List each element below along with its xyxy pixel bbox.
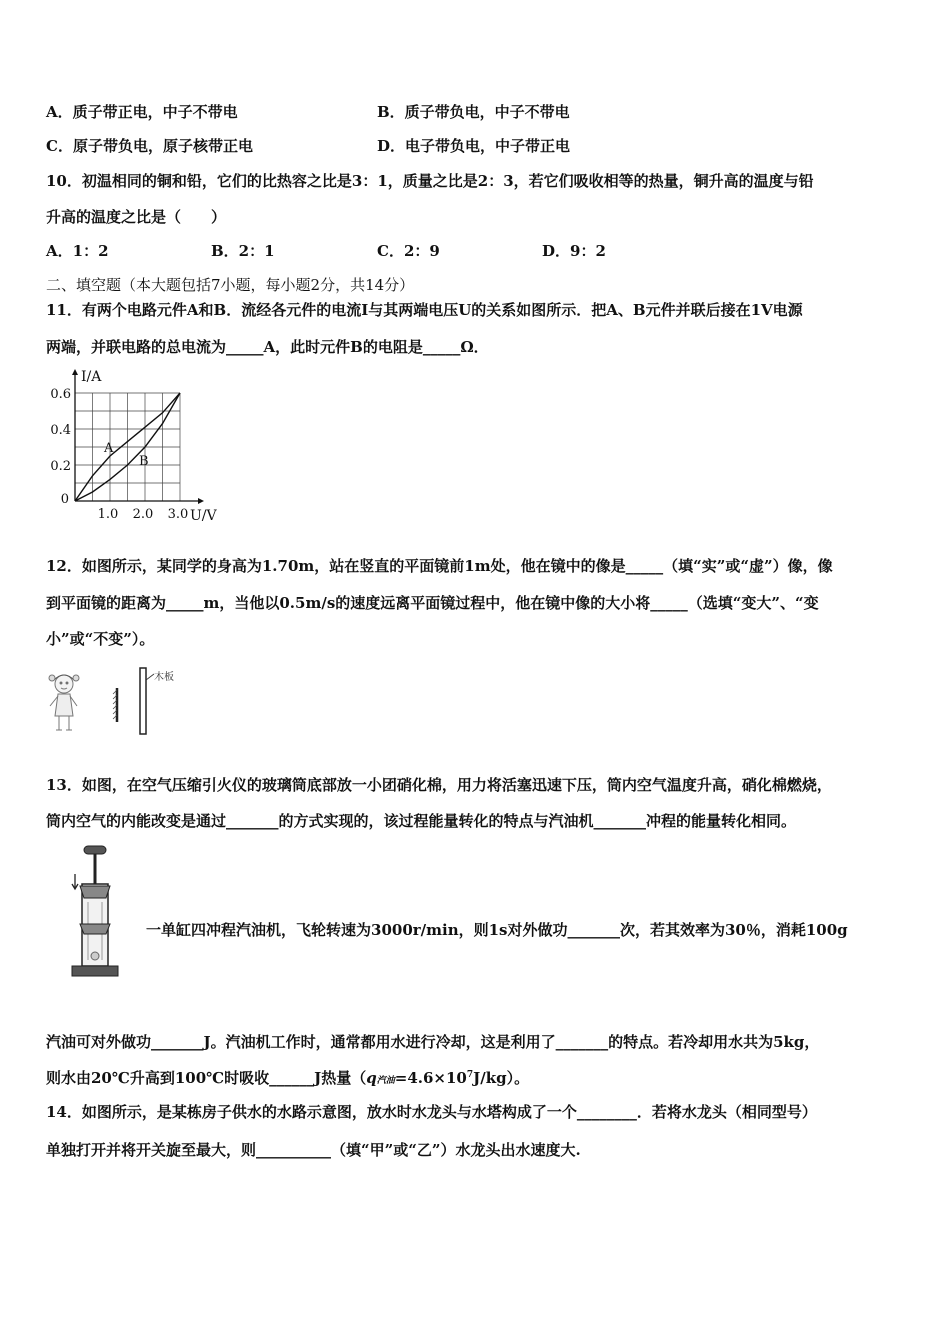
x-tick-label: 2.0 — [132, 507, 154, 522]
q13-q-subscript: 汽油 — [376, 1076, 395, 1086]
girl-illustration — [49, 675, 79, 730]
q9-option-c: C．原子带负电，原子核带正电 — [46, 137, 253, 155]
q12-stem-line1: 12．如图所示，某同学的身高为1.70m，站在竖直的平面镜前1m处，他在镜中的像是_____（填“实”或“虚”）像，像 — [46, 557, 833, 575]
wooden-board — [140, 668, 174, 734]
section-heading-fill-in: 二、填空题（本大题包括7小题，每小题2分，共14分） — [46, 276, 415, 294]
q13-stem-line2: 筒内空气的内能改变是通过_______的方式实现的，该过程能量转化的特点与汽油机_______冲程的能量转化相同。 — [46, 812, 797, 830]
q11-stem-line2: 两端，并联电路的总电流为_____A，此时元件B的电阻是_____Ω． — [46, 338, 489, 356]
q11-stem-line1: 11．有两个电路元件A和B．流经各元件的电流I与其两端电压U的关系如图所示．把A、B元件并联后接在1V电源 — [46, 301, 803, 319]
q10-stem-line2: 升高的温度之比是（ ） — [46, 208, 227, 226]
q14-stem-line2: 单独打开并将开关旋至最大，则__________（填“甲”或“乙”）水龙头出水速度大. — [46, 1141, 581, 1159]
mirror-figure — [44, 666, 194, 738]
x-tick-label: 3.0 — [167, 507, 189, 522]
q13-q-exponent: 7 — [466, 1070, 474, 1080]
q10-option-d: D．9：2 — [542, 242, 606, 260]
q13-stem-line1: 13．如图，在空气压缩引火仪的玻璃筒底部放一小团硝化棉，用力将活塞迅速下压，筒内空气温度升高，硝化棉燃烧， — [46, 776, 832, 794]
y-axis-arrow — [72, 369, 78, 375]
q13-stem-line5 — [46, 1068, 529, 1091]
y-tick-label: 0.4 — [50, 423, 71, 438]
y-tick-label: 0.2 — [50, 459, 71, 474]
series-label-A: A — [104, 441, 114, 456]
q12-stem-line3: 小”或“不变”）。 — [46, 630, 155, 648]
iu-chart — [40, 366, 240, 524]
q13-stem-line3: 一单缸四冲程汽油机，飞轮转速为3000r/min，则1s对外做功_______次，若其效率为30％，消耗100g — [146, 921, 848, 939]
q13-q-symbol: q — [366, 1069, 377, 1087]
q13-q-unit: J/kg）。 — [473, 1069, 530, 1087]
x-tick-label: 1.0 — [97, 507, 119, 522]
q9-option-d: D．电子带负电，中子带正电 — [377, 137, 571, 155]
fire-piston-figure — [66, 842, 128, 988]
q10-stem-line1: 10．初温相同的铜和铅，它们的比热容之比是3：1，质量之比是2：3，若它们吸收相等的热量，铜升高的温度与铅 — [46, 172, 814, 190]
q10-option-b: B．2：1 — [211, 242, 275, 260]
q13-q-value: =4.6×10 — [394, 1069, 467, 1087]
x-axis-label: U/V — [190, 508, 217, 524]
q9-option-a: A．质子带正电，中子不带电 — [46, 103, 238, 121]
q14-stem-line1: 14．如图所示，是某栋房子供水的水路示意图，放水时水龙头与水塔构成了一个________．若将水龙头（相同型号） — [46, 1103, 817, 1121]
chart-axes — [72, 369, 204, 504]
series-label-B: B — [139, 454, 149, 469]
q13-line5-text: 则水由20℃升高到100℃时吸收______J热量（ — [46, 1069, 367, 1087]
board-label: 木板 — [154, 672, 174, 683]
q10-option-a: A．1：2 — [46, 242, 109, 260]
q9-option-b: B．质子带负电，中子不带电 — [377, 103, 570, 121]
q10-option-c: C．2：9 — [377, 242, 440, 260]
q12-stem-line2: 到平面镜的距离为_____m，当他以0.5m/s的速度远离平面镜过程中，他在镜中像的大小将_____（选填“变大”、“变 — [46, 594, 819, 612]
x-axis-arrow — [198, 498, 204, 504]
y-tick-label: 0.6 — [50, 387, 71, 402]
y-axis-label: I/A — [81, 369, 102, 385]
chart-grid — [75, 393, 180, 501]
plane-mirror — [113, 688, 117, 722]
origin-label: 0 — [60, 492, 69, 507]
q13-stem-line4: 汽油可对外做功_______J。汽油机工作时，通常都用水进行冷却，这是利用了_______的特点。若冷却用水共为5kg， — [46, 1033, 820, 1051]
